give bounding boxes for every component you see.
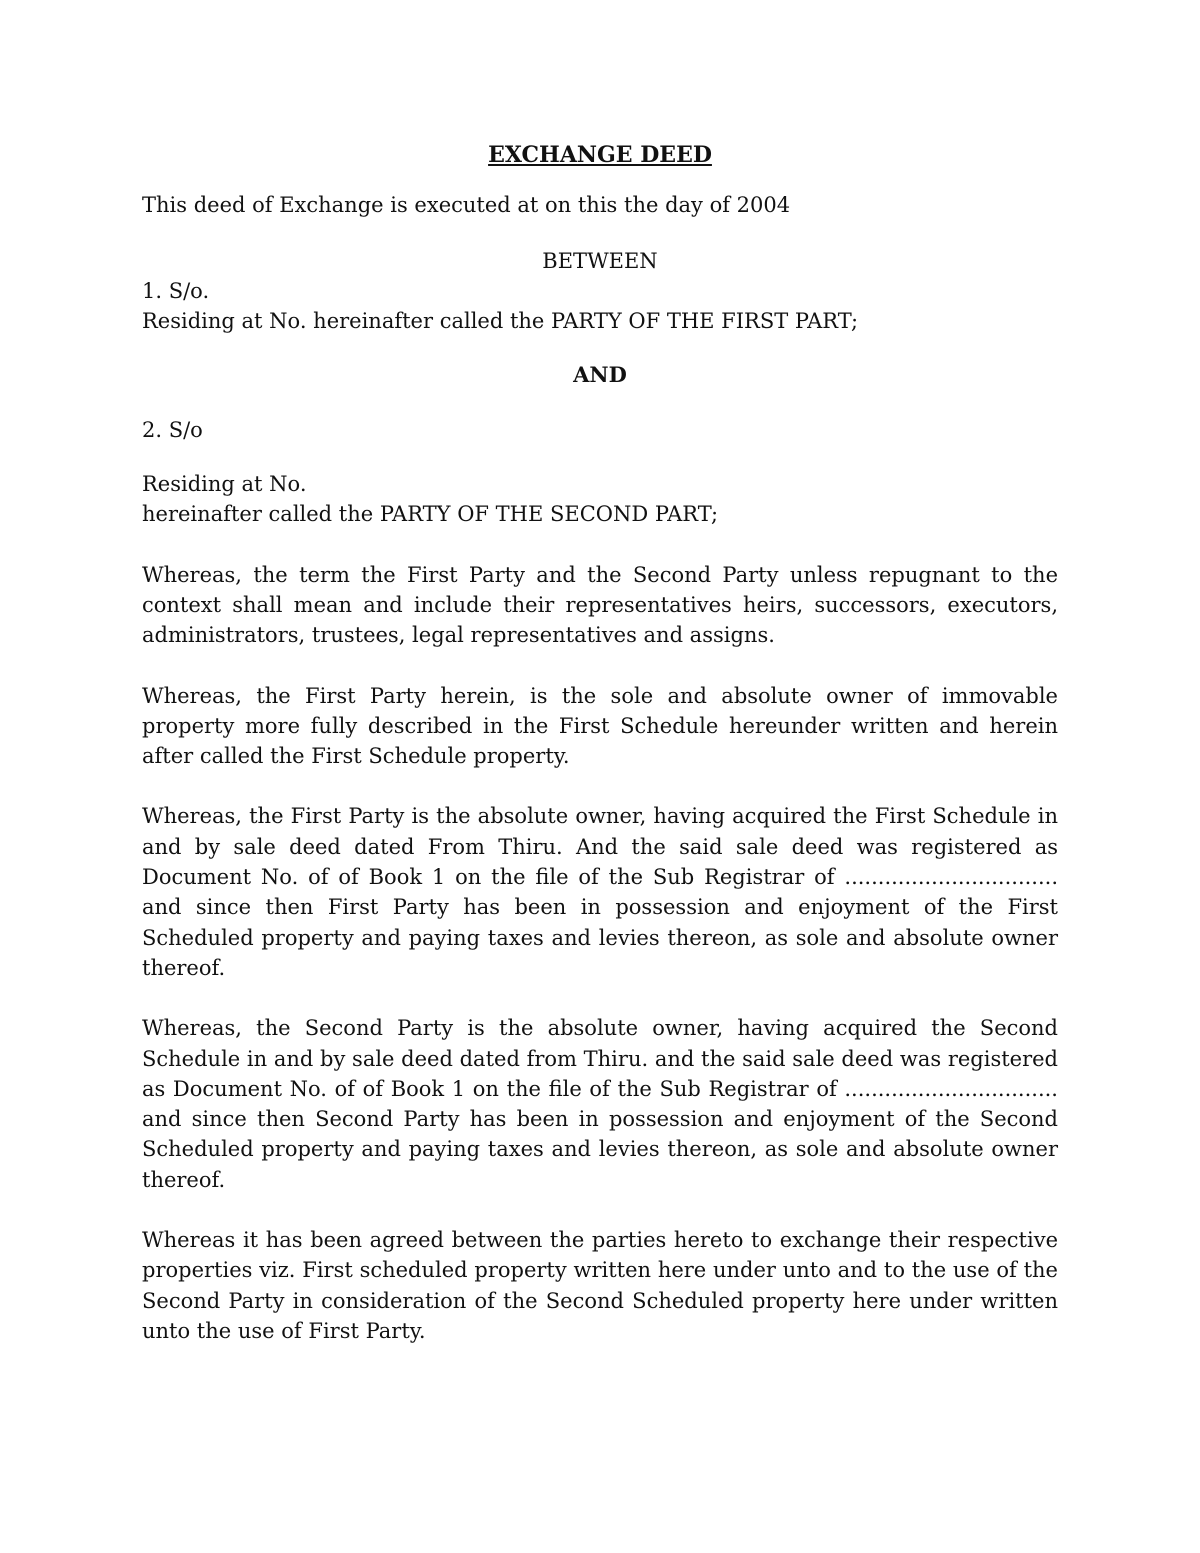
and-heading: AND bbox=[573, 362, 627, 388]
party1-residing: Residing at No. hereinafter called the PARTY OF THE FIRST PART; bbox=[142, 309, 859, 334]
whereas-paragraph-first-acquisition: Whereas, the First Party is the absolute owner, having acquired the First Schedule in and by sale deed dated From Thiru. And the said sale deed was registered as Document No. of of Book 1 on the file of the Sub Registrar of ................................ and since then First Party has been in possession and enjoyment of the First Scheduled property and paying taxes and levies thereon, as sole and absolute owner thereof. bbox=[142, 804, 1058, 980]
party2-number: 2. S/o bbox=[142, 417, 203, 442]
whereas-paragraph-definitions: Whereas, the term the First Party and the Second Party unless repugnant to the context shall mean and include their representatives heirs, successors, executors, administrators, trustees, legal representatives and assigns. bbox=[142, 562, 1058, 648]
whereas-paragraph-first-owner: Whereas, the First Party herein, is the sole and absolute owner of immovable property more fully described in the First Schedule hereunder written and herein after called the First Schedule property. bbox=[142, 683, 1058, 769]
whereas-paragraph-agreement: Whereas it has been agreed between the parties hereto to exchange their respective properties viz. First scheduled property written here under unto and to the use of the Second Party in consideration of the Second Scheduled property here under written unto the use of First Party. bbox=[142, 1228, 1058, 1343]
party2-residing: Residing at No. bbox=[142, 472, 307, 497]
intro-line: This deed of Exchange is executed at on this the day of 2004 bbox=[142, 193, 791, 218]
document-body bbox=[142, 140, 1058, 1346]
document-title: EXCHANGE DEED bbox=[488, 142, 712, 168]
whereas-paragraph-second-acquisition: Whereas, the Second Party is the absolute owner, having acquired the Second Schedule in and by sale deed dated from Thiru. and the said sale deed was registered as Document No. of of Book 1 on the file of the Sub Registrar of ................................ and since then Second Party has been in possession and enjoyment of the Second Scheduled property and paying taxes and levies thereon, as sole and absolute owner thereof. bbox=[142, 1016, 1058, 1192]
between-heading: BETWEEN bbox=[542, 248, 658, 273]
party2-called: hereinafter called the PARTY OF THE SECOND PART; bbox=[142, 502, 719, 527]
party1-number: 1. S/o. bbox=[142, 278, 210, 303]
